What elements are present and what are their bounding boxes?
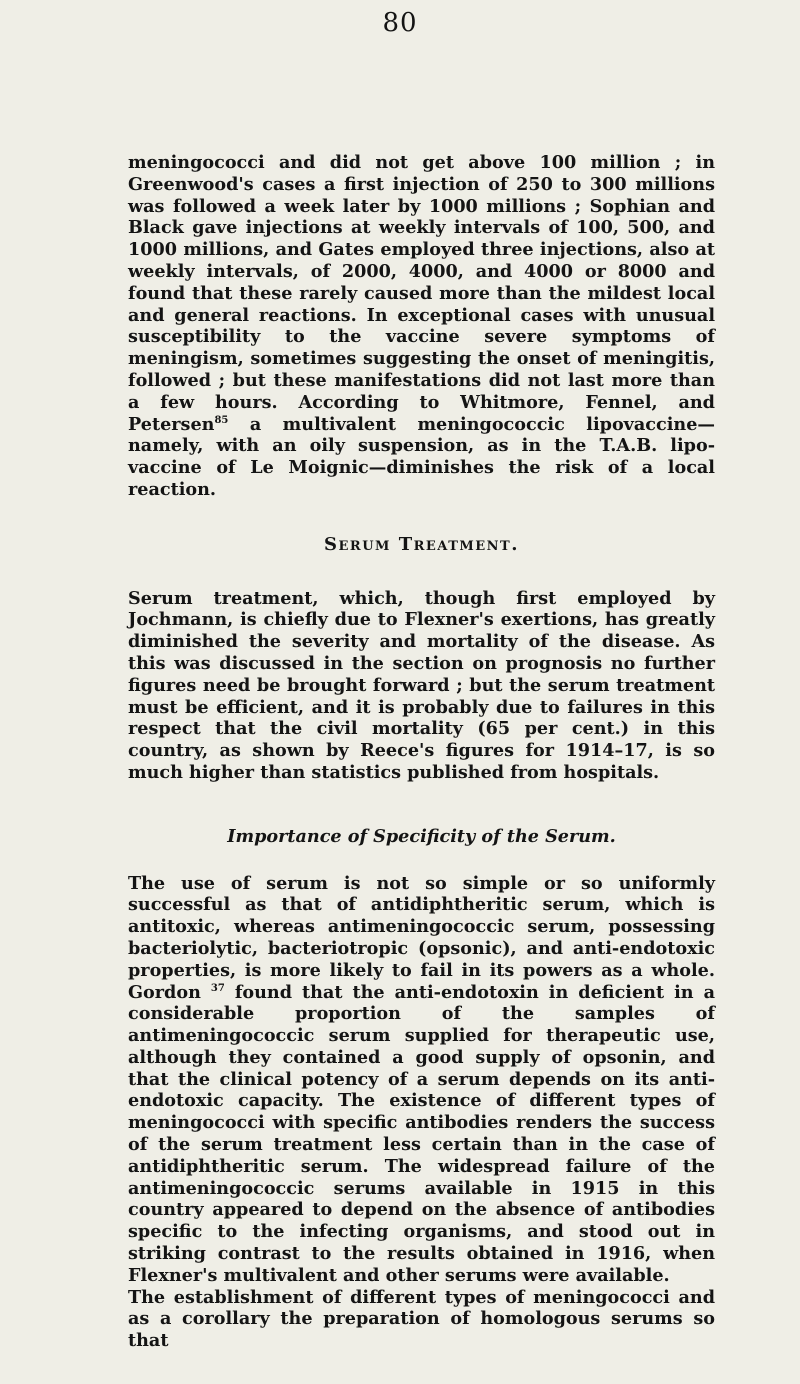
paragraph-establishment-types: The establishment of different types of meningococci and as a corollary the preparation of homologous serums so that: [128, 1286, 715, 1352]
paragraph-text-continued: found that the anti-endotoxin in deficient in a considerable proportion of the samples of antimeningococcic serum supplied for therapeutic use, although they contained a good supply of opsonin, and that the clinical potency of a serum depends on its anti-endotoxic capacity. The existence of different types of meningococci with specific antibodies renders the success of the serum treatment less certain than in the case of antidiphtheritic serum. The widespread failure of the antimeningococcic serums available in 1915 in this country appeared to depend on the absence of antibodies specific to the infecting organisms, and stood out in striking contrast to the results obtained in 1916, when Flexner's multivalent and other serums were available.: [128, 981, 716, 1286]
paragraph-specificity: [128, 873, 715, 1287]
paragraph-text: The use of serum is not so simple or so uniformly successful as that of antidiphtheritic serum, which is antitoxic, whereas antimeningococcic serum, possessing bacteriolytic, bacteriotropic (opsonic), and anti-endotoxic properties, is more likely to fail in its powers as a whole. Gordon: [128, 872, 715, 1003]
paragraph-text-continued: a multivalent meningococcic lipovaccine—namely, with an oily suspension, as in the T.A.B. lipo-vaccine of Le Moignic—diminishes the risk of a local reaction.: [128, 413, 715, 500]
page-number: 80: [382, 8, 418, 38]
subsection-heading-specificity: Importance of Specificity of the Serum.: [227, 825, 616, 847]
reference-superscript: 85: [214, 414, 229, 426]
body-text: [128, 152, 715, 1352]
section-heading-serum-treatment: Serum Treatment.: [324, 533, 519, 555]
paragraph-vaccine-dosage: [128, 152, 715, 501]
reference-superscript: 37: [210, 982, 225, 994]
paragraph-text: meningococci and did not get above 100 million ; in Greenwood's cases a first injection of 250 to 300 millions was followed a week later by 1000 millions ; Sophian and Black gave injections at weekly intervals of 100, 500, and 1000 millions, and Gates employed three injections, also at weekly intervals, of 2000, 4000, and 4000 or 8000 and found that these rarely caused more than the mildest local and general reactions. In exceptional cases with unusual susceptibility to the vaccine severe symptoms of meningism, sometimes suggesting the onset of meningitis, followed ; but these manifestations did not last more than a few hours. According to Whitmore, Fennel, and Petersen: [128, 152, 715, 435]
paragraph-serum-treatment: Serum treatment, which, though first employed by Jochmann, is chiefly due to Flexner's exertions, has greatly diminished the severity and mortality of the disease. As this was discussed in the section on prognosis no further figures need be brought forward ; but the serum treatment must be efficient, and it is probably due to failures in this respect that the civil mortality (65 per cent.) in this country, as shown by Reece's figures for 1914–17, is so much higher than statistics published from hospitals.: [128, 587, 715, 783]
